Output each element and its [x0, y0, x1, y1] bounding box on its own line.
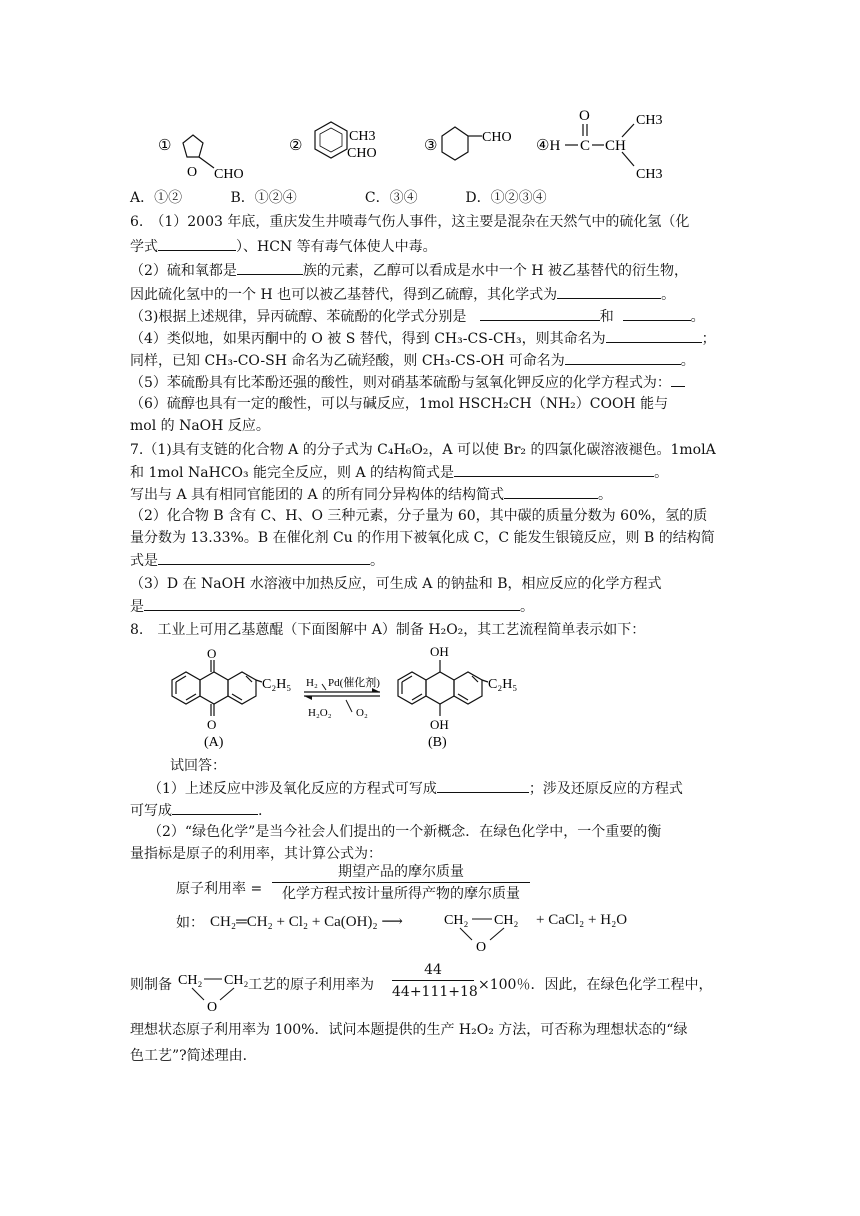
struct4-ch3-top: CH3: [636, 113, 663, 128]
q6-line6: [130, 328, 716, 349]
struct1-cho: CHO: [214, 167, 244, 182]
epoxide-inline-ch2-right: CH₂: [224, 973, 249, 988]
q7-l3b: 。: [598, 487, 613, 503]
q8-p1a: （1）上述反应中涉及氧化反应的方程式可写成: [148, 781, 437, 797]
q7-l3a: 写出与 A 具有相同官能团的 A 的所有同分异构体的结构简式: [130, 487, 505, 503]
formula-denominator: 化学方程式按计量所得产物的摩尔质量: [282, 886, 520, 902]
q6-l5c: 。: [690, 309, 705, 325]
epoxide-inline: [178, 968, 254, 1012]
answer-blank[interactable]: [504, 484, 598, 499]
answer-blank[interactable]: [606, 328, 702, 343]
struct2-cho: CHO: [347, 146, 377, 161]
q6-l2a: 学式: [130, 239, 158, 255]
q8-ask: 试回答：: [170, 758, 226, 774]
answer-blank[interactable]: [158, 550, 370, 565]
q6-l2b: ）、HCN 等有毒气体使人中毒。: [236, 239, 437, 255]
epoxide-product: [444, 908, 544, 952]
q6-l6b: ；: [701, 331, 716, 347]
product-h2o2: H₂O₂: [308, 707, 332, 719]
q8-p1b: ；涉及还原反应的方程式: [528, 781, 683, 797]
label-b: (B): [428, 735, 447, 750]
q8-p1-line1: [148, 778, 683, 799]
struct3-cho: CHO: [482, 130, 512, 145]
answer-blank[interactable]: [557, 284, 661, 299]
struct4-o: O: [579, 108, 590, 124]
q6-l8: （5）苯硫酚具有比苯酚还强的酸性，则对硝基苯硫酚与氢氧化钾反应的化学方程式为：: [130, 375, 671, 391]
molB-c2h5: C₂H₅: [488, 677, 518, 692]
option-b: B．①②④: [230, 190, 297, 206]
q7-l2b: 。: [654, 465, 669, 481]
answer-blank[interactable]: [565, 350, 681, 365]
formula-fraction: [272, 862, 530, 905]
q6-line5: [130, 306, 705, 327]
result-pct: ×100％．因此，在绿色化学工程中，: [478, 977, 713, 993]
option-a: A．①②: [130, 190, 183, 206]
epoxide-o: O: [476, 940, 487, 952]
q7-line6: [130, 550, 384, 571]
q8-p1c: 可写成: [130, 803, 172, 819]
q8-r3-line2: 色工艺”?简述理由．: [130, 1048, 257, 1064]
epoxide-ch2-left: CH₂: [444, 913, 469, 928]
q7-line4: （2）化合物 B 含有 C、H、O 三种元素，分子量为 60，其中碳的质量分数为 60%，氢的质: [130, 508, 708, 524]
struct4-number: ④H: [536, 138, 561, 154]
q7-line8: [130, 596, 534, 617]
q6-l4b: 。: [661, 287, 676, 303]
molB-oh-bottom: OH: [430, 717, 449, 732]
q7-line5: 量分数为 13.33%。B 在催化剂 Cu 的作用下被氧化成 C，C 能发生银镜反应，则 B 的结构简: [130, 530, 715, 546]
struct4-ch: CH: [605, 138, 626, 154]
option-c: C．③④: [364, 190, 418, 206]
q8-line1: 8. 工业上可用乙基蒽醌（下面图解中 A）制备 H₂O₂，其工艺流程简单表示如下：: [130, 622, 646, 638]
answer-blank[interactable]: [144, 596, 520, 611]
q7-l6a: 式是: [130, 553, 158, 569]
reagent-h2: H₂: [306, 677, 318, 689]
label-a: (A): [204, 735, 224, 750]
answer-blank[interactable]: [172, 800, 258, 815]
q6-line8: [130, 372, 685, 393]
molA-o-bottom: O: [207, 717, 217, 732]
q7-line3: [130, 484, 612, 505]
q7-line7: （3）D 在 NaOH 水溶液中加热反应，可生成 A 的钠盐和 B，相应反应的化学方程式: [130, 576, 662, 592]
result-fraction: [392, 960, 478, 1003]
q6-l3b: 族的元素，乙醇可以看成是水中一个 H 被乙基替代的衍生物，: [302, 263, 689, 279]
formula-lhs: 原子利用率 =: [176, 881, 263, 897]
struct1-number: ①: [158, 138, 172, 154]
option-d: D．①②③④: [465, 190, 547, 206]
reagent-o2: O₂: [356, 707, 368, 719]
q6-line4: [130, 284, 675, 305]
anthraquinone-diagram: [0, 636, 860, 756]
q7-line2: [130, 462, 668, 483]
q6-line1: 6. （1）2003 年底，重庆发生井喷毒气伤人事件，这主要是混杂在天然气中的硫化氢（化: [130, 214, 690, 230]
q7-l2a: 和 1mol NaHCO₃ 能完全反应，则 A 的结构简式是: [130, 465, 455, 481]
answer-blank[interactable]: [671, 372, 685, 387]
example-byproducts: + CaCl₂ + H₂O: [536, 912, 628, 928]
example-equation: CH₂═CH₂ + Cl₂ + Ca(OH)₂ ⟶: [210, 914, 403, 930]
q5-structures: [0, 0, 860, 200]
struct2-ch3: CH3: [349, 129, 376, 144]
result-denominator: 44+111+18: [392, 984, 478, 1000]
result-r2: 工艺的原子利用率为: [248, 977, 374, 993]
answer-blank[interactable]: [237, 260, 303, 275]
q6-l4a: 因此硫化氢中的一个 H 也可以被乙基替代，得到乙硫醇，其化学式为: [130, 287, 558, 303]
q6-line10: mol 的 NaOH 反应。: [130, 418, 270, 434]
q8-p2-line2: 量指标是原子的利用率，其计算公式为：: [130, 846, 382, 862]
answer-blank[interactable]: [454, 462, 654, 477]
example-label: 如：: [176, 915, 204, 931]
reagent-pd: Pd(催化剂): [328, 677, 380, 689]
q8-p2-line1: （2）“绿色化学”是当今社会人们提出的一个新概念．在绿色化学中，一个重要的衡: [148, 824, 662, 840]
q6-l3a: （2）硫和氧都是: [130, 263, 237, 279]
q6-l7a: 同样，已知 CH₃-CO-SH 命名为乙硫羟酸，则 CH₃-CS-OH 可命名为: [130, 353, 565, 369]
formula-numerator: 期望产品的摩尔质量: [338, 864, 464, 880]
molA-o-top: O: [207, 646, 217, 661]
q8-r3-line1: 理想状态原子利用率为 100%．试问本题提供的生产 H₂O₂ 方法，可否称为理想状态的“绿: [130, 1022, 688, 1038]
q6-l5a: （3)根据上述规律，异丙硫醇、苯硫酚的化学式分别是: [130, 309, 467, 325]
struct1-o: O: [187, 165, 198, 180]
q6-l5b: 和: [599, 309, 614, 325]
q6-l6a: （4）类似地，如果丙酮中的 O 被 S 替代，得到 CH₃-CS-CH₃，则其命名为: [130, 331, 606, 347]
epoxide-ch2-right: CH₂: [494, 913, 519, 928]
q7-line1: 7.（1)具有支链的化合物 A 的分子式为 C₄H₆O₂，A 可以使 Br₂ 的四氯化碳溶液褪色。1molA: [130, 442, 716, 458]
answer-blank[interactable]: [437, 778, 529, 793]
q6-line2: [130, 236, 437, 257]
epoxide-inline-ch2-left: CH₂: [178, 973, 203, 988]
q7-l6b: 。: [370, 553, 384, 569]
furan-ring-icon: [183, 135, 203, 157]
answer-blank[interactable]: [158, 236, 236, 251]
answer-blank[interactable]: [480, 306, 600, 321]
cyclohexane-ring-icon: [442, 127, 468, 160]
q6-l7b: 。: [680, 353, 695, 369]
q6-line7: [130, 350, 695, 371]
q8-p1d: .: [258, 803, 263, 819]
q7-l8a: 是: [130, 599, 144, 615]
struct3-number: ③: [424, 138, 438, 154]
answer-blank[interactable]: [623, 306, 691, 321]
struct2-number: ②: [289, 138, 303, 154]
struct4-ch3-bottom: CH3: [636, 167, 663, 182]
q7-l8b: 。: [520, 599, 534, 615]
q5-options: [130, 188, 547, 208]
molA-c2h5: C₂H₅: [262, 677, 292, 692]
struct4-c: C: [580, 138, 591, 154]
q8-p1-line2: [130, 800, 262, 821]
q6-line9: （6）硫醇也具有一定的酸性，可以与碱反应，1mol HSCH₂CH（NH₂）COOH 能与: [130, 396, 669, 412]
q6-line3: [130, 260, 688, 281]
molB-oh-top: OH: [430, 644, 449, 659]
result-numerator: 44: [424, 962, 442, 978]
epoxide-inline-o: O: [207, 1000, 218, 1012]
result-r1: 则制备: [130, 977, 172, 993]
